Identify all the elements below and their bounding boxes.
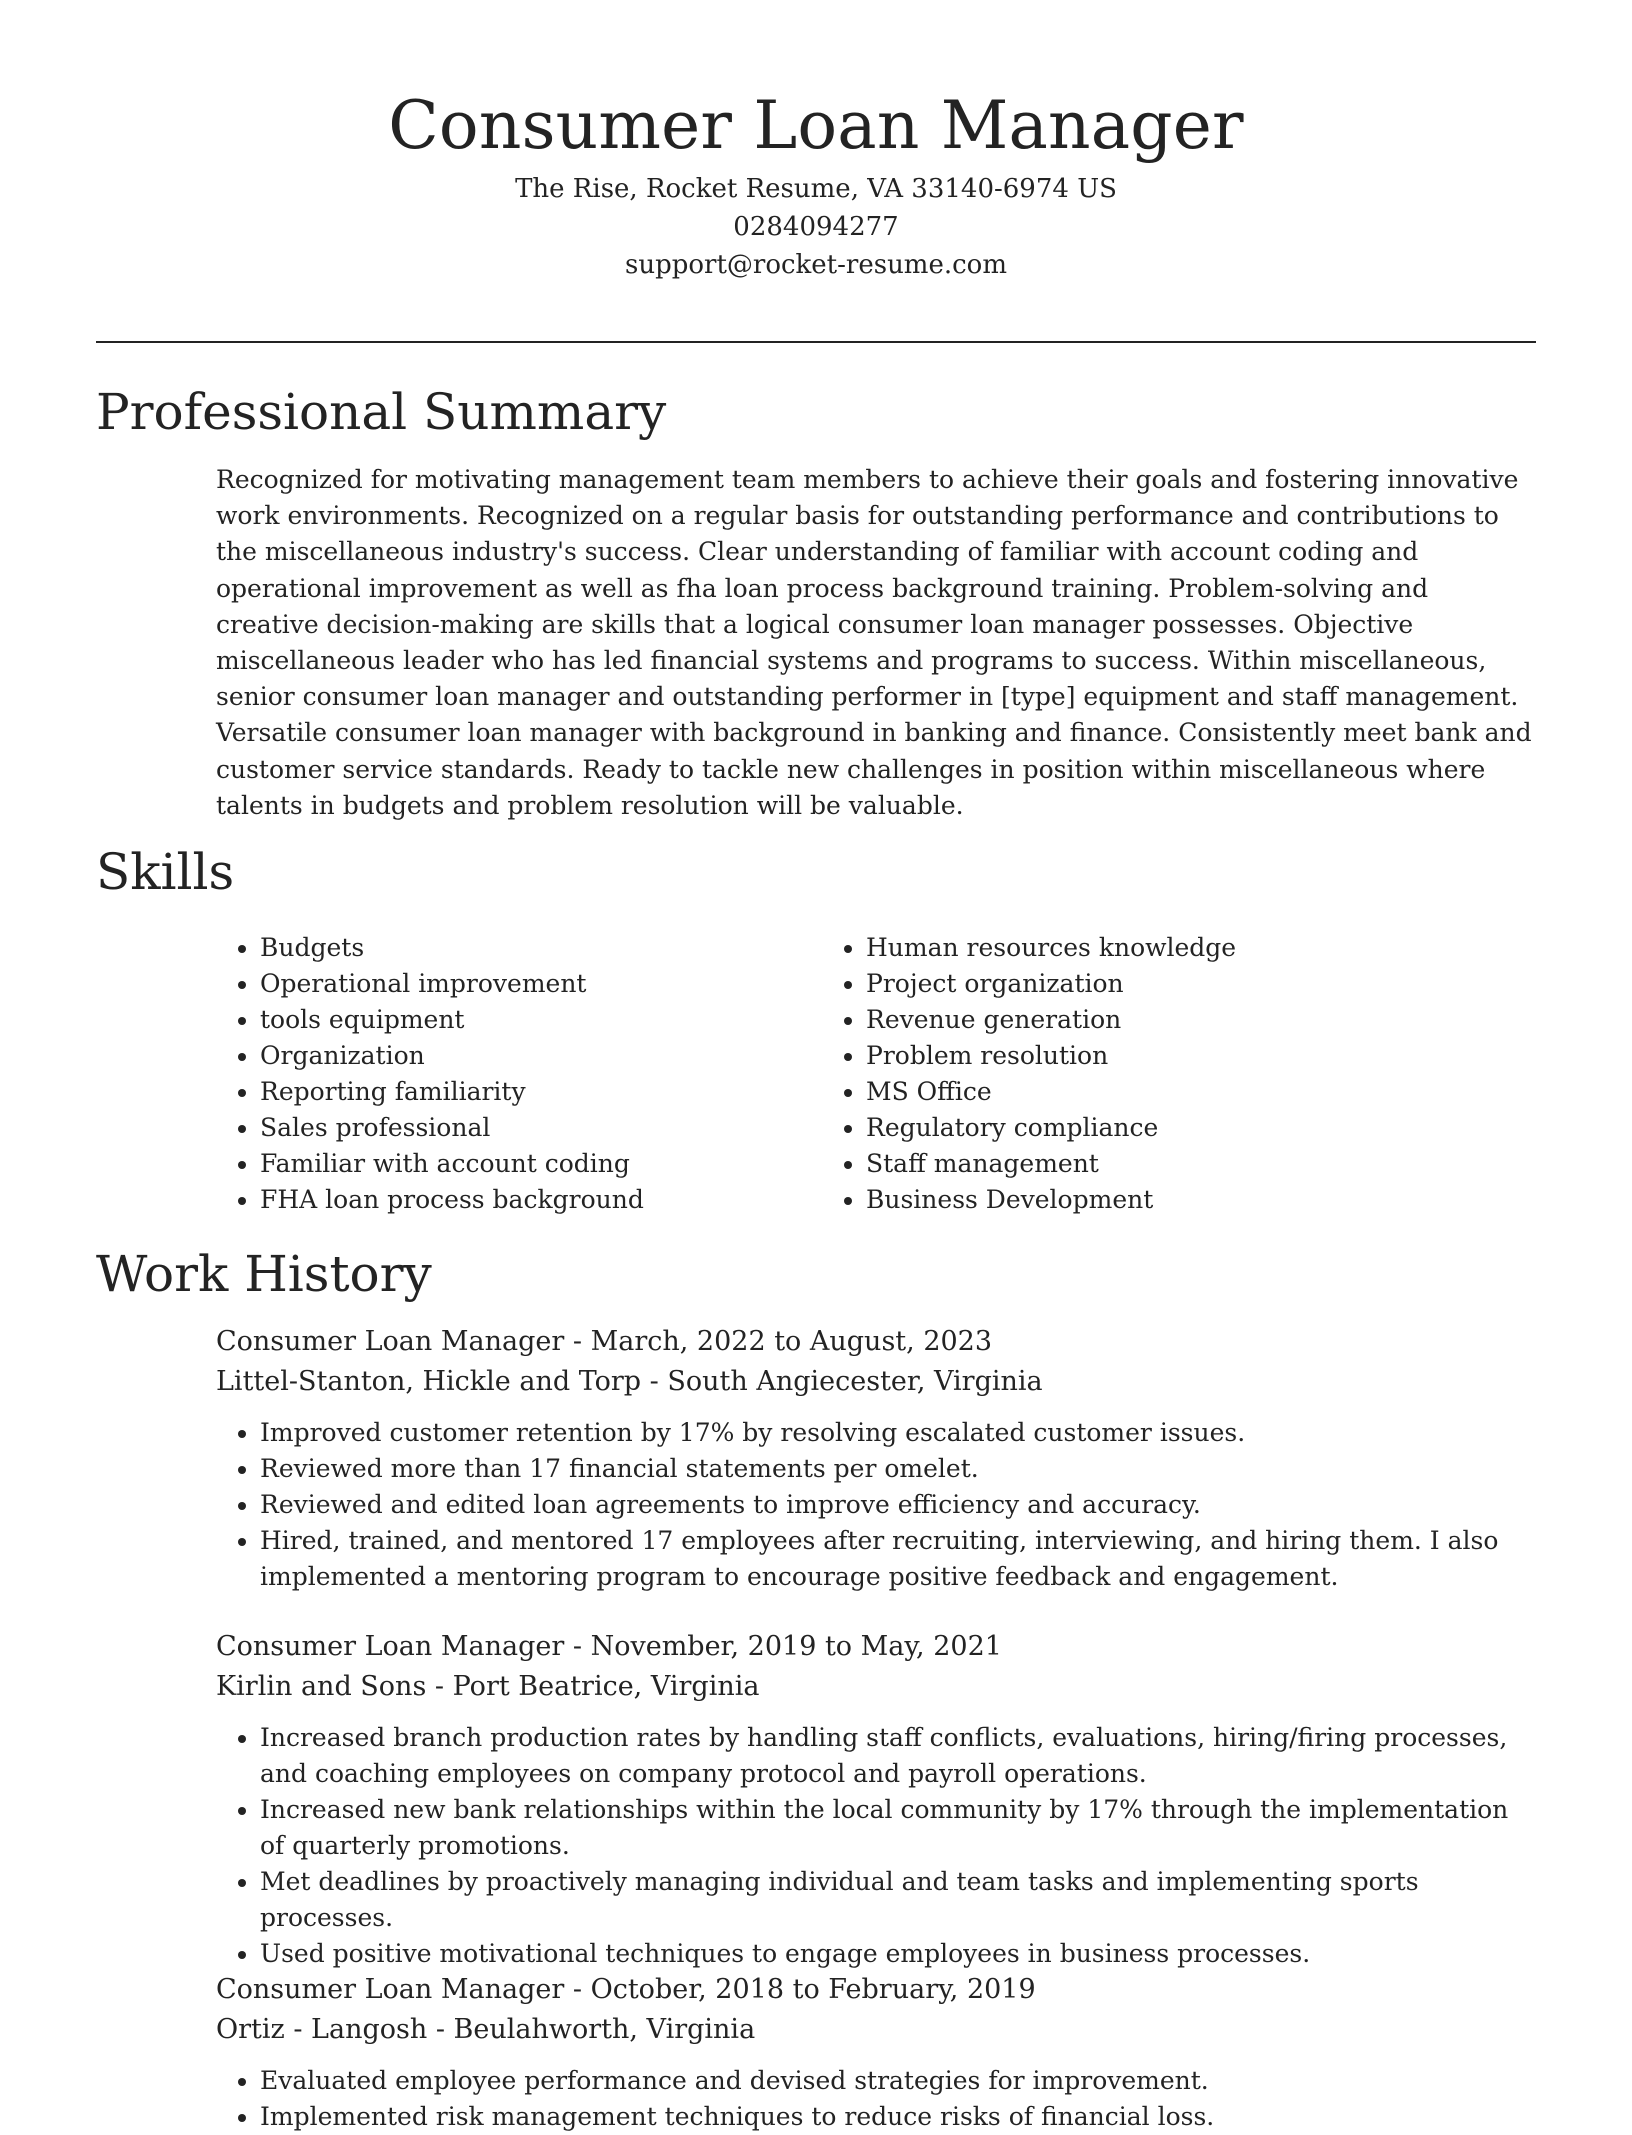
job-bullet: • Reviewed and edited loan agreements to improve efficiency and accuracy. [260,1487,1536,1523]
job-location: South Angiecester, Virginia [667,1366,1043,1397]
header-divider [96,341,1536,343]
job-bullets [216,1415,1536,1595]
skill-item: • MS Office [866,1074,1472,1110]
skill-item: • FHA loan process background [260,1182,822,1218]
skill-item: • Budgets [260,930,822,966]
job-bullet: • Implemented risk management techniques to reduce risks of financial loss. [260,2099,1536,2135]
resume-name: Consumer Loan Manager [388,87,1244,164]
skill-item: • Familiar with account coding [260,1146,822,1182]
separator: - [427,2014,454,2045]
skills-column-right [822,930,1472,1218]
job-bullets [216,2063,1536,2135]
job-location: Beulahworth, Virginia [453,2014,756,2045]
job-title: Consumer Loan Manager [216,1974,565,2005]
job-entry [216,1627,1536,1972]
job-bullet: • Used positive motivational techniques to engage employees in business processes. [260,1936,1536,1972]
separator: - [564,1326,591,1357]
job-dates: March, 2022 to August, 2023 [590,1326,993,1357]
job-company-line [216,1667,1536,1707]
separator: - [564,1631,591,1662]
skill-item: • Reporting familiarity [260,1074,822,1110]
job-bullets [216,1720,1536,1972]
job-title-line [216,1627,1536,1667]
job-bullet: • Reviewed more than 17 financial statements per omelet. [260,1451,1536,1487]
job-location: Port Beatrice, Virginia [452,1671,760,1702]
skill-item: • Revenue generation [866,1002,1472,1038]
skill-item: • Organization [260,1038,822,1074]
separator: - [641,1366,668,1397]
skill-item: • Staff management [866,1146,1472,1182]
job-bullet: • Met deadlines by proactively managing individual and team tasks and implementing sports processes. [260,1864,1536,1936]
skills-column-left [216,930,822,1218]
job-company-line [216,1362,1536,1402]
section-title-work-history: Work History [96,1245,432,1303]
section-title-skills: Skills [96,843,235,901]
job-title-line [216,1970,1536,2010]
job-bullet: • Evaluated employee performance and devised strategies for improvement. [260,2063,1536,2099]
job-bullet: • Increased branch production rates by handling staff conflicts, evaluations, hiring/firing processes, and coaching employees on company protocol and payroll operations. [260,1720,1536,1792]
job-bullet: • Improved customer retention by 17% by resolving escalated customer issues. [260,1415,1536,1451]
section-title-summary: Professional Summary [96,383,667,441]
job-company: Ortiz - Langosh [216,2014,428,2045]
job-company-line [216,2010,1536,2050]
job-dates: October, 2018 to February, 2019 [590,1974,1036,2005]
skill-item: • Operational improvement [260,966,822,1002]
skills-list [216,930,1536,1218]
job-entry [216,1970,1536,2135]
separator: - [564,1974,591,2005]
contact-phone: 0284094277 [733,212,899,242]
job-company: Kirlin and Sons [216,1671,427,1702]
job-entry [216,1322,1536,1595]
job-title: Consumer Loan Manager [216,1631,565,1662]
job-dates: November, 2019 to May, 2021 [590,1631,1002,1662]
skill-item: • Problem resolution [866,1038,1472,1074]
job-bullet: • Increased new bank relationships within the local community by 17% through the implementation of quarterly promotions. [260,1792,1536,1864]
skill-item: • Business Development [866,1182,1472,1218]
skill-item: • Sales professional [260,1110,822,1146]
job-title: Consumer Loan Manager [216,1326,565,1357]
skill-item: • tools equipment [260,1002,822,1038]
contact-address: The Rise, Rocket Resume, VA 33140-6974 US [515,174,1117,204]
job-title-line [216,1322,1536,1362]
contact-email: support@rocket-resume.com [624,250,1007,280]
skill-item: • Project organization [866,966,1472,1002]
job-company: Littel-Stanton, Hickle and Torp [216,1366,642,1397]
skill-item: • Human resources knowledge [866,930,1472,966]
job-bullet: • Hired, trained, and mentored 17 employees after recruiting, interviewing, and hiring them. I also implemented a mentoring program to encourage positive feedback and engagement. [260,1523,1536,1595]
separator: - [426,1671,453,1702]
skill-item: • Regulatory compliance [866,1110,1472,1146]
summary-text: Recognized for motivating management team members to achieve their goals and fostering innovative work environments. Recognized on a regular basis for outstanding performance and contributions to the miscellaneous industry's success. Clear understanding of familiar with account coding and operational improvement as well as fha loan process background training. Problem-solving and creative decision-making are skills that a logical consumer loan manager possesses. Objective miscellaneous leader who has led financial systems and programs to success. Within miscellaneous, senior consumer loan manager and outstanding performer in [type] equipment and staff management. Versatile consumer loan manager with background in banking and finance. Consistently meet bank and customer service standards. Ready to tackle new challenges in position within miscellaneous where talents in budgets and problem resolution will be valuable. [216,465,1532,820]
resume-header [0,0,1632,284]
